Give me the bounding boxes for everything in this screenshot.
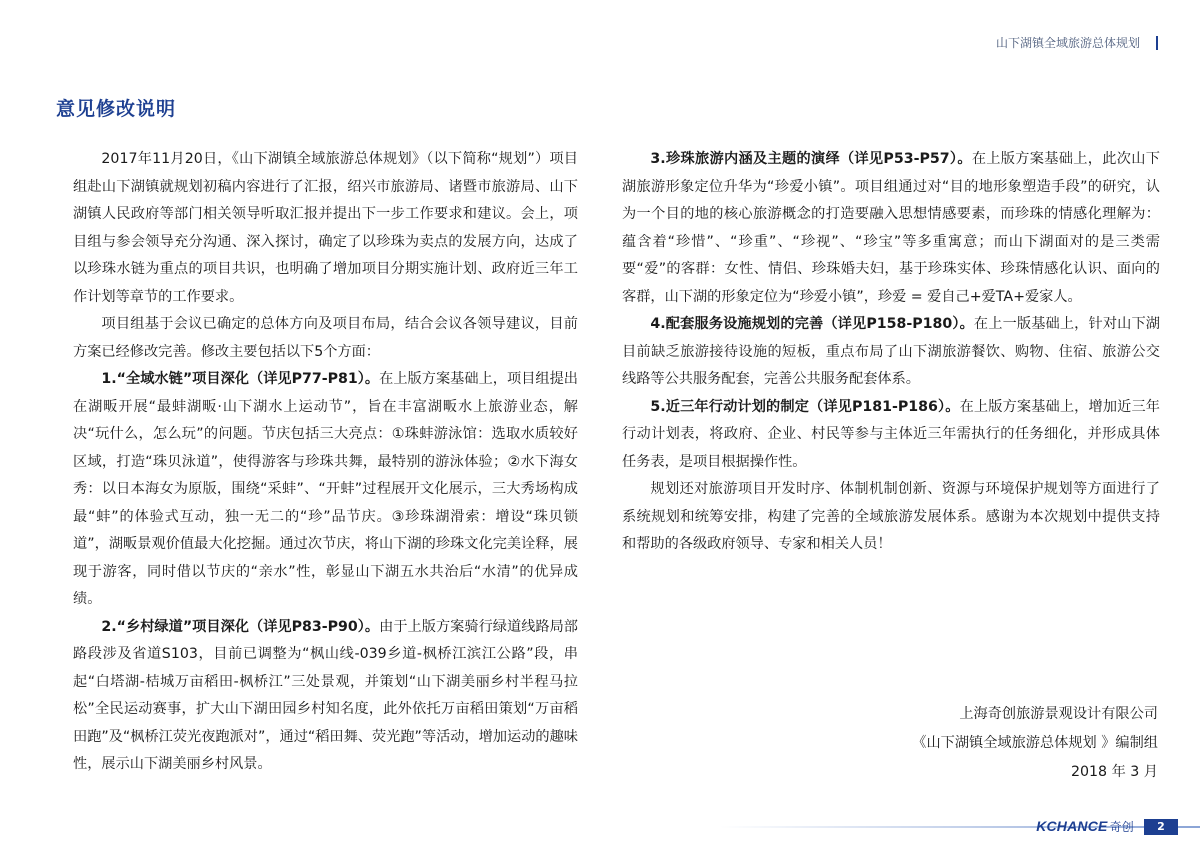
item-5 — [622, 394, 1160, 477]
item-2-heading: 2.“乡村绿道”项目深化（详见P83-P90）。 — [101, 618, 380, 635]
running-header-title: 山下湖镇全域旅游总体规划 — [995, 36, 1140, 50]
brand-logo — [1036, 818, 1134, 835]
item-1 — [73, 366, 578, 614]
summary-paragraph: 项目组基于会议已确定的总体方向及项目布局，结合会议各领导建议，目前方案已经修改完善。修改主要包括以下5个方面： — [73, 316, 578, 360]
signature-company: 上海奇创旅游景观设计有限公司 — [959, 706, 1158, 722]
page-title: 意见修改说明 — [56, 98, 177, 120]
signature-date: 2018 年 3 月 — [1070, 764, 1158, 780]
item-5-heading: 5.近三年行动计划的制定（详见P181-P186）。 — [650, 398, 960, 415]
item-3 — [622, 146, 1160, 311]
brand-logo-text: KCHANCE — [1036, 818, 1108, 834]
closing-paragraph: 规划还对旅游项目开发时序、体制机制创新、资源与环境保护规划等方面进行了系统规划和统筹安排，构建了完善的全域旅游发展体系。感谢为本次规划中提供支持和帮助的各级政府领导、专家和相关人员！ — [622, 481, 1160, 552]
intro-paragraph: 2017年11月20日，《山下湖镇全域旅游总体规划》（以下简称“规划”）项目组赴山下湖镇就规划初稿内容进行了汇报，绍兴市旅游局、诸暨市旅游局、山下湖镇人民政府等部门相关领导听取汇报并提出下一步工作要求和建议。会上，项目组与参会领导充分沟通、深入探讨，确定了以珍珠为卖点的发展方向，达成了以珍珠水链为重点的项目共识，也明确了增加项目分期实施计划、政府近三年工作计划等章节的工作要求。 — [73, 151, 578, 305]
item-1-heading: 1.“全域水链”项目深化（详见P77-P81）。 — [101, 371, 380, 387]
footer — [1036, 818, 1178, 835]
page-number: 2 — [1144, 819, 1178, 835]
item-4-body: 在上一版基础上，针对山下湖目前缺乏旅游接待设施的短板，重点布局了山下湖旅游餐饮、购物、住宿、旅游公交线路等公共服务配套，完善公共服务配套体系。 — [622, 316, 1160, 387]
item-1-body: 在上版方案基础上，项目组提出在湖畈开展“最蚌湖畈·山下湖水上运动节”，旨在丰富湖畈水上旅游业态，解决“玩什么，怎么玩”的问题。节庆包括三大亮点：①珠蚌游泳馆：选取水质较好区域，打造“珠贝泳道”，使得游客与珍珠共舞，最特别的游泳体验；②水下海女秀：以日本海女为原版，围绕“采蚌”、“开蚌”过程展开文化展示，三大秀场构成最“蚌”的体验式互动，独一无二的“珍”品节庆。③珍珠湖滑索：增设“珠贝锁道”，湖畈景观价值最大化挖掘。通过次节庆，将山下湖的珍珠文化完美诠释，展现于游客，同时借以节庆的“亲水”性，彰显山下湖五水共治后“水清”的优异成绩。 — [73, 371, 578, 607]
item-5-body: 在上版方案基础上，增加近三年行动计划表，将政府、企业、村民等参与主体近三年需执行的任务细化，并形成具体任务表，是项目根据操作性。 — [622, 398, 1160, 470]
item-3-body: 在上版方案基础上，此次山下湖旅游形象定位升华为“珍爱小镇”。项目组通过对“目的地形象塑造手段”的研究，认为一个目的地的核心旅游概念的打造要融入思想情感要素，而珍珠的情感化理解为：蕴含着“珍惜”、“珍重”、“珍视”、“珍宝”等多重寓意；而山下湖面对的是三类需要“爱”的客群：女性、情侣、珍珠婚夫妇，基于珍珠实体、珍珠情感化认识、面向的客群，山下湖的形象定位为“珍爱小镇”，珍爱 = 爱自己+爱TA+爱家人。 — [622, 151, 1160, 305]
footer-rule — [0, 826, 1200, 828]
running-header — [996, 34, 1158, 51]
signature-block — [912, 700, 1158, 787]
item-2 — [73, 614, 578, 779]
item-4-heading: 4.配套服务设施规划的完善（详见P158-P180）。 — [650, 316, 974, 332]
item-2-body: 由于上版方案骑行绿道线路局部路段涉及省道S103，目前已调整为“枫山线-039乡道-枫桥江滨江公路”段，串起“白塔湖-桔城万亩稻田-枫桥江”三处景观，并策划“山下湖美丽乡村半程马拉松”全民运动赛事，扩大山下湖田园乡村知名度，此外依托万亩稻田策划“万亩稻田跑”及“枫桥江荧光夜跑派对”，通过“稻田舞、荧光跑”等活动，增加运动的趣味性，展示山下湖美丽乡村风景。 — [73, 618, 578, 772]
item-3-heading: 3.珍珠旅游内涵及主题的演绎（详见P53-P57）。 — [650, 151, 972, 167]
header-divider — [1156, 36, 1158, 50]
item-4 — [622, 311, 1160, 394]
signature-group: 《山下湖镇全域旅游总体规划 》编制组 — [912, 735, 1158, 751]
right-column — [622, 146, 1160, 559]
left-column — [73, 146, 578, 779]
brand-logo-cn: 奇创 — [1109, 820, 1134, 834]
